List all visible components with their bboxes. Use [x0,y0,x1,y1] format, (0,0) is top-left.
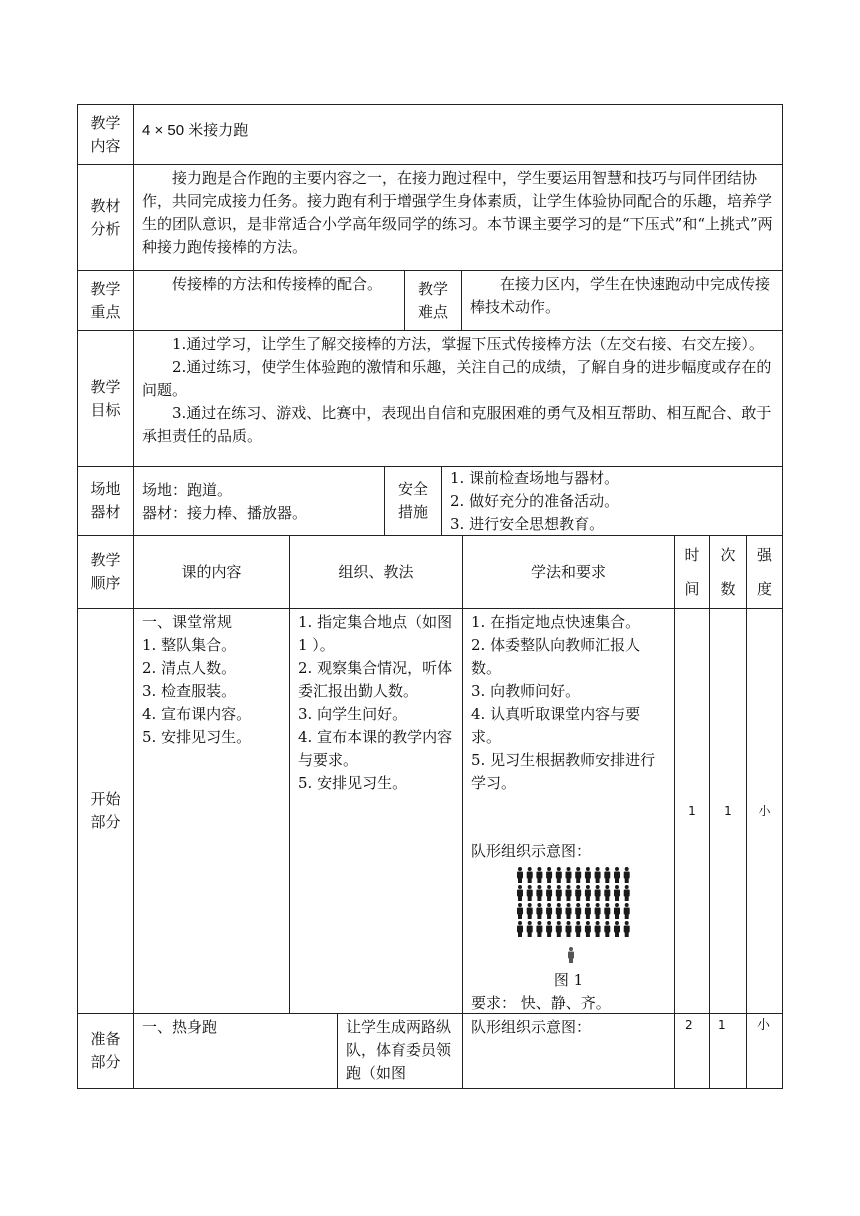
student-icon [595,867,601,883]
start-content-item: 3. 检查服装。 [142,682,237,700]
label-teaching-goals: 教学目标 [77,330,134,467]
student-icon [566,903,572,919]
student-icon [536,921,542,937]
student-icon [575,903,581,919]
student-icon [556,903,562,919]
start-org-item: 4. 宣布本课的教学内容与要求。 [298,728,453,769]
start-content-item: 5. 安排见习生。 [142,728,252,746]
start-intensity-value: 小 [746,608,783,1014]
label-material-analysis: 教材分析 [77,164,134,271]
student-icon [604,885,610,901]
student-icon [527,921,533,937]
start-count-value: 1 [709,608,747,1014]
student-icon [546,921,552,937]
start-org-item: 1. 指定集合地点（如图 1 ）。 [298,613,453,654]
student-icon [614,867,620,883]
material-analysis-text: 接力跑是合作跑的主要内容之一，在接力跑过程中，学生要运用智慧和技巧与同伴团结协作，共同完成接力任务。接力跑有利于增强学生身体素质，让学生体验协同配合的乐趣，培养学生的团队意识，是非常适合小学高年级同学的练习。本节课主要学习的是“下压式”和“上挑式”两种接力跑传接棒的方法。 [133,164,783,271]
student-icon [566,885,572,901]
student-icon [585,885,591,901]
prep-learning-method: 队形组织示意图： [462,1013,675,1089]
header-lesson-content: 课的内容 [133,535,290,609]
label-key-points: 教学重点 [77,270,134,331]
start-method-item: 2. 体委整队向教师汇报人数。 [471,636,641,677]
student-icon [527,885,533,901]
student-icon [517,921,523,937]
goal-item: 1.通过学习，让学生了解交接棒的方法，掌握下压式传接棒方法（左交右接、右交左接）。 [172,335,764,353]
student-icon [585,921,591,937]
start-method-item: 3. 向教师问好。 [471,682,581,700]
student-icon [575,885,581,901]
student-icon [595,921,601,937]
header-learning-method: 学法和要求 [462,535,675,609]
header-teaching-sequence: 教学顺序 [77,535,134,609]
difficult-points-text: 在接力区内，学生在快速跑动中完成传接棒技术动作。 [461,270,783,331]
student-icon [536,867,542,883]
header-intensity: 强度 [746,535,783,609]
prep-count-value: 1 [709,1013,747,1089]
student-icon [604,921,610,937]
start-method-item: 1. 在指定地点快速集合。 [471,613,641,631]
start-org-item: 3. 向学生问好。 [298,705,408,723]
start-learning-method [462,608,675,1014]
prep-content: 一、热身跑 [133,1013,338,1089]
formation-label: 队形组织示意图： [471,842,592,860]
student-icon [624,921,630,937]
student-icon [556,885,562,901]
start-organization [289,608,463,1014]
student-icon [614,921,620,937]
label-venue-equipment: 场地器材 [77,466,134,536]
start-time-value: 1 [674,608,710,1014]
student-icon [624,885,630,901]
student-icon [517,885,523,901]
label-teaching-content: 教学内容 [77,104,134,165]
teaching-goals-text [133,330,783,467]
label-safety-measures: 安全措施 [384,466,442,536]
start-org-item: 2. 观察集合情况，听体委汇报出勤人数。 [298,659,453,700]
student-icon [546,867,552,883]
student-icon [614,885,620,901]
start-content [133,608,290,1014]
header-time: 时间 [674,535,710,609]
start-content-item: 4. 宣布课内容。 [142,705,252,723]
student-icon [595,903,601,919]
teacher-icon [568,947,574,963]
start-method-item: 4. 认真听取课堂内容与要求。 [471,705,641,746]
student-icon [595,885,601,901]
student-icon [556,867,562,883]
safety-item: 1. 课前检查场地与器材。 [450,469,620,487]
goal-item: 2.通过练习，使学生体验跑的激情和乐趣，关注自己的成绩，了解自身的进步幅度或存在的问题。 [142,358,772,399]
student-icon [624,867,630,883]
start-content-item: 1. 整队集合。 [142,636,237,654]
student-icon [556,921,562,937]
student-icon [575,867,581,883]
student-icon [614,903,620,919]
student-icon [604,867,610,883]
student-icon [604,903,610,919]
requirement-text: 要求： 快、静、齐。 [471,994,611,1012]
safety-item: 3. 进行安全思想教育。 [450,515,605,533]
student-icon [527,903,533,919]
venue-equipment-text [133,466,385,536]
safety-item: 2. 做好充分的准备活动。 [450,492,620,510]
venue-line: 场地：跑道。 [142,481,233,499]
student-icon [536,885,542,901]
student-icon [624,903,630,919]
student-icon [566,921,572,937]
teaching-content-value: 4 × 50 米接力跑 [133,104,783,165]
student-icon [546,903,552,919]
student-icon [585,903,591,919]
label-prep-part: 准备部分 [77,1013,134,1089]
student-icon [585,867,591,883]
label-difficult-points: 教学难点 [404,270,462,331]
header-organization: 组织、教法 [289,535,463,609]
student-icon [566,867,572,883]
student-icon [536,903,542,919]
equipment-line: 器材：接力棒、播放器。 [142,504,308,522]
student-icon [546,885,552,901]
prep-organization: 让学生成两路纵队，体育委员领跑（如图 [337,1013,463,1089]
start-content-item: 2. 清点人数。 [142,659,237,677]
figure-caption: 图 1 [553,971,584,989]
student-icon [517,903,523,919]
safety-measures-list [441,466,783,536]
start-content-title: 一、课堂常规 [142,613,233,631]
formation-diagram [471,863,667,969]
start-method-item: 5. 见习生根据教师安排进行学习。 [471,751,656,792]
header-count: 次数 [709,535,747,609]
goal-item: 3.通过在练习、游戏、比赛中，表现出自信和克服困难的勇气及相互帮助、相互配合、敢于承担责任的品质。 [142,404,772,445]
prep-time-value: 2 [674,1013,710,1089]
start-org-item: 5. 安排见习生。 [298,774,408,792]
student-icon [575,921,581,937]
key-points-text: 传接棒的方法和传接棒的配合。 [133,270,405,331]
label-start-part: 开始部分 [77,608,134,1014]
student-icon [527,867,533,883]
student-icon [517,867,523,883]
prep-intensity-value: 小 [746,1013,783,1089]
